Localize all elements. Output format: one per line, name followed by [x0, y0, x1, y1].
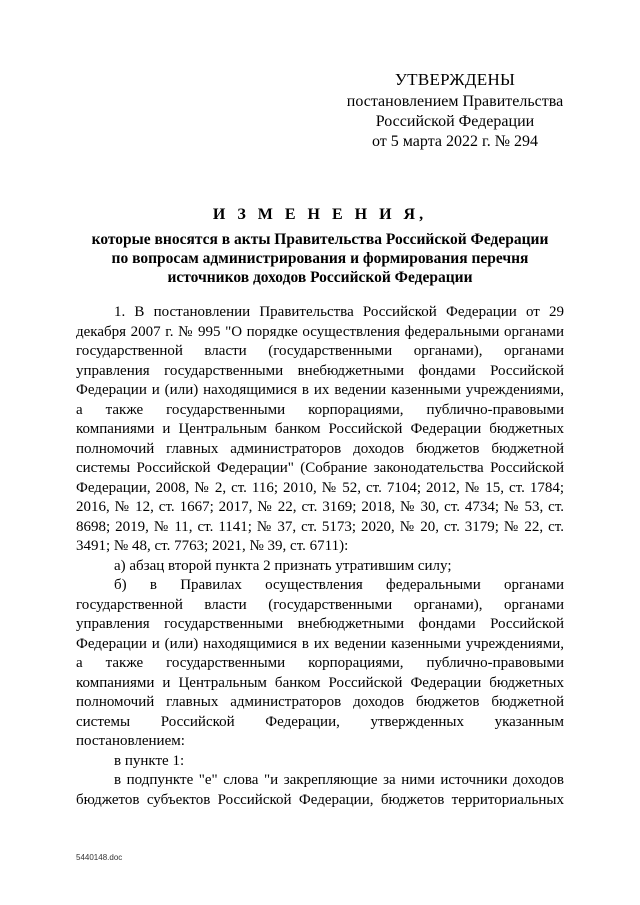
approval-line-2: Российской Федерации [375, 113, 535, 130]
paragraph-a: а) абзац второй пункта 2 признать утратившим силу; [114, 557, 452, 574]
document-file-code: 5440148.doc [76, 853, 123, 862]
document-body [76, 303, 564, 810]
subtitle-line-3: источников доходов Российской Федерации [167, 269, 473, 286]
approval-line-3: от 5 марта 2022 г. № 294 [372, 133, 538, 150]
subtitle-line-1: которые вносятся в акты Правительства Российской Федерации [91, 231, 549, 248]
document-heading [76, 206, 564, 287]
subtitle-line-2: по вопросам администрирования и формирования перечня [111, 250, 529, 267]
document-title: И З М Е Н Е Н И Я, [212, 206, 428, 223]
paragraph-1: 1. В постановлении Правительства Российской Федерации от 29 декабря 2007 г. № 995 "О порядке осуществления федеральными органами государственной власти (государственными органами), органами управления государственными внебюджетными фондами Российской Федерации и (или) находящимися в их ведении казенными учреждениями, а также государственными корпорациями, публично-правовыми компаниями и Центральным банком Российской Федерации бюджетных полномочий главных администраторов доходов бюджетов бюджетной системы Российской Федерации" (Собрание законодательства Российской Федерации, 2008, № 2, ст. 116; 2010, № 52, ст. 7104; 2012, № 15, ст. 1784; 2016, № 12, ст. 1667; 2017, № 22, ст. 3169; 2018, № 30, ст. 4734; № 53, ст. 8698; 2019, № 11, ст. 1141; № 37, ст. 5173; 2020, № 20, ст. 3179; № 22, ст. 3491; № 48, ст. 7763; 2021, № 39, ст. 6711): [76, 304, 564, 554]
approval-stamp [330, 70, 580, 152]
paragraph-subpoint-e: в подпункте "е" слова "и закрепляющие за ними источники доходов бюджетов субъектов Российской Федерации, бюджетов территориальных [76, 772, 564, 808]
approval-title: УТВЕРЖДЕНЫ [394, 70, 516, 89]
paragraph-point-1: в пункте 1: [114, 752, 185, 769]
document-subtitle [76, 230, 564, 287]
paragraph-b: б) в Правилах осуществления федеральными органами государственной власти (государственными органами), органами управления государственными внебюджетными фондами Российской Федерации и (или) находящимися в их ведении казенными учреждениями, а также государственными корпорациями, публично-правовыми компаниями и Центральным банком Российской Федерации бюджетных полномочий главных администраторов доходов бюджетов бюджетной системы Российской Федерации, утвержденных указанным постановлением: [76, 577, 564, 749]
approval-line-1: постановлением Правительства [346, 93, 564, 110]
